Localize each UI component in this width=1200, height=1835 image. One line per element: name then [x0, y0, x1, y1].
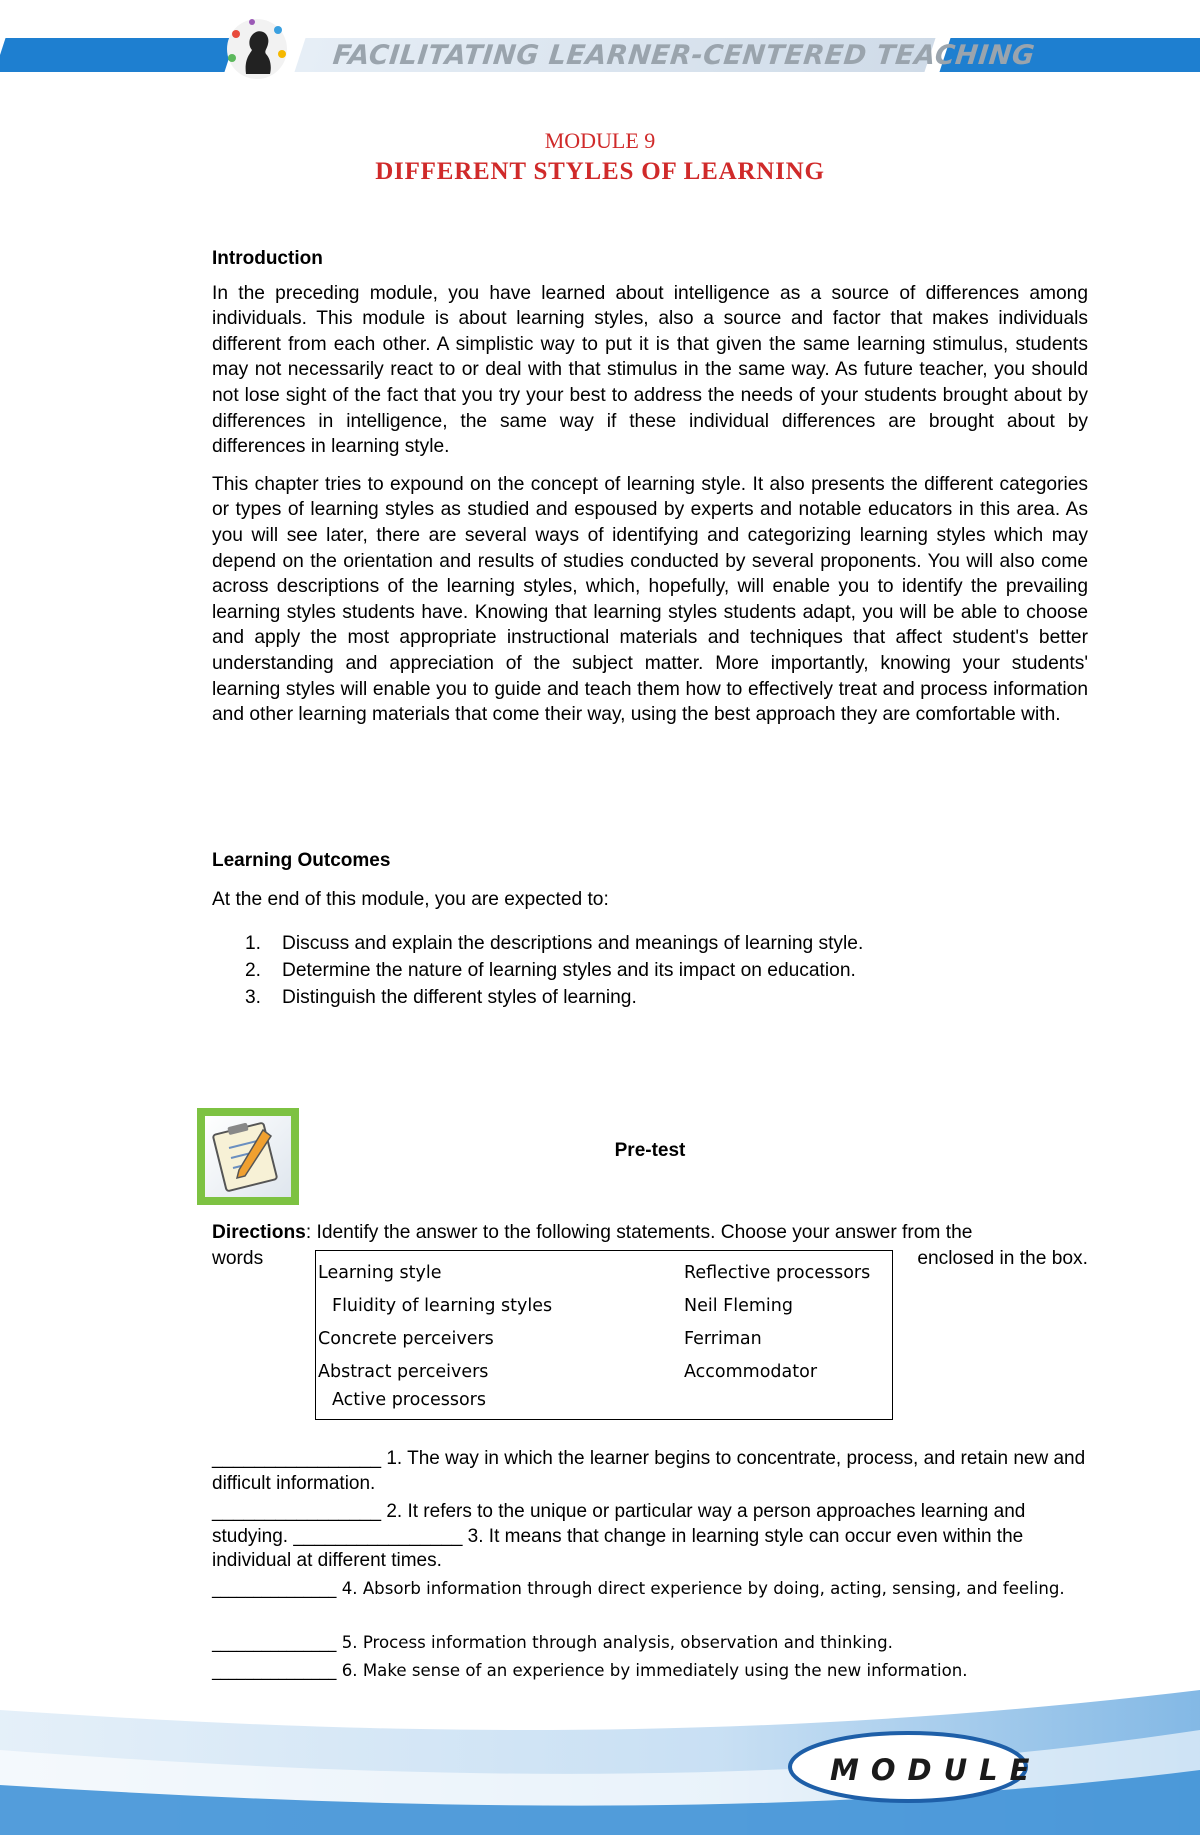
question-4: _______________ 4. Absorb information through direct experience by doing, acting, sensing, and feeling.: [212, 1579, 1065, 1598]
introduction-heading: Introduction: [212, 248, 323, 269]
directions-words-left: words: [212, 1248, 264, 1269]
directions-label: Directions: [212, 1222, 306, 1243]
choice-reflective-processors: Reflective processors: [684, 1263, 871, 1283]
learning-outcomes-list: [245, 930, 1085, 1011]
choice-accommodator: Accommodator: [684, 1362, 818, 1382]
question-6: _______________ 6. Make sense of an experience by immediately using the new information.: [212, 1661, 968, 1680]
pretest-title: Pre-test: [614, 1140, 686, 1161]
question-1: ________________ 1. The way in which the learner begins to concentrate, process, and retain new and difficult information.: [212, 1448, 1086, 1494]
introduction-paragraph-2: This chapter tries to expound on the concept of learning style. It also presents the different categories or types of learning styles as studied and espoused by experts and notable educators in this area. As you will see later, there are several ways of identifying and categorizing learning styles which may depend on the orientation and results of studies conducted by several proponents. You will also come across descriptions of the learning styles, which, hopefully, will enable you to identify the prevailing learning styles students have. Knowing that learning styles students adapt, you will be able to choose and apply the most appropriate instructional materials and techniques that affect student's better understanding and appreciation of the subject matter. More importantly, knowing your students' learning styles will enable you to guide and teach them how to effectively treat and process information and other learning materials that come their way, using the best approach they are comfortable with.: [212, 473, 1088, 726]
learning-outcomes-section: [212, 848, 1088, 912]
list-item: 1. Discuss and explain the descriptions and meanings of learning style.: [245, 933, 864, 954]
footer-module-label: MODULE: [830, 1753, 1042, 1787]
list-item: 2. Determine the nature of learning styles and its impact on education.: [245, 960, 856, 981]
header-title: FACILITATING LEARNER-CENTERED TEACHING: [331, 40, 1037, 71]
choice-abstract-perceivers: Abstract perceivers: [318, 1362, 489, 1382]
module-label: MODULE 9: [544, 128, 656, 153]
choice-fluidity-of-learning-styles: Fluidity of learning styles: [332, 1296, 553, 1316]
answer-choices-box: [315, 1250, 893, 1420]
introduction-paragraph-1: In the preceding module, you have learned about intelligence as a source of differences among individuals. This module is about learning styles, also a source and factor that makes individuals different from each other. A simplistic way to put it is that given the same learning stimulus, students may not necessarily react to or deal with that stimulus in the same way. As future teacher, you should not lose sight of the fact that you try your best to address the needs of your students brought about by differences in intelligence, the same way if these individual differences are brought about by differences in learning style.: [212, 282, 1088, 458]
list-item: 3. Distinguish the different styles of learning.: [245, 987, 637, 1008]
student-silhouette-logo-icon: [222, 14, 292, 84]
choice-active-processors: Active processors: [332, 1390, 486, 1410]
choice-concrete-perceivers: Concrete perceivers: [318, 1329, 494, 1349]
learning-outcomes-intro: At the end of this module, you are expected to:: [212, 888, 609, 910]
header-stripe-left: [0, 38, 236, 72]
directions-text: : Identify the answer to the following statements. Choose your answer from the: [305, 1222, 973, 1243]
pretest-directions: [212, 1220, 1088, 1246]
learning-outcomes-heading: Learning Outcomes: [212, 850, 391, 871]
module-title: DIFFERENT STYLES OF LEARNING: [375, 158, 825, 185]
choice-learning-style: Learning style: [318, 1263, 442, 1283]
choice-neil-fleming: Neil Fleming: [684, 1296, 793, 1316]
introduction-section: [212, 246, 1088, 728]
choice-ferriman: Ferriman: [684, 1329, 762, 1349]
directions-words-right: enclosed in the box.: [917, 1248, 1088, 1269]
question-2-3: ________________ 2. It refers to the unique or particular way a person approaches learning and studying. ________________ 3. It means that change in learning style can occur even within the individual at different times.: [212, 1501, 1026, 1571]
question-5: _______________ 5. Process information through analysis, observation and thinking.: [212, 1633, 893, 1652]
